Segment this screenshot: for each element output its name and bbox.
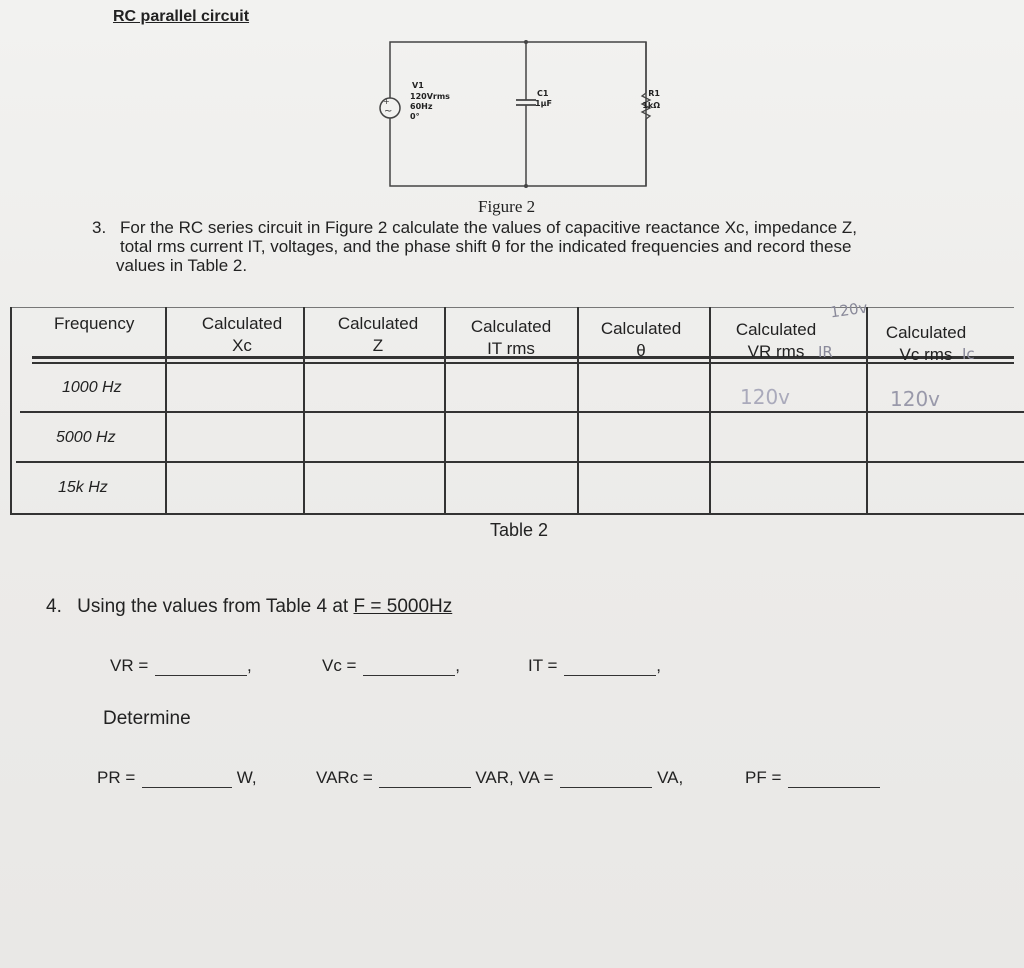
handwritten-vc-1000: 120v <box>890 387 941 411</box>
source-phase-label: 0° <box>410 112 420 121</box>
question-3-line1: For the RC series circuit in Figure 2 calculate the values of capacitive reactance Xc, impedance Z, <box>120 218 858 237</box>
header-theta: Calculated θ <box>600 319 682 360</box>
pf-label: PF = <box>745 768 782 787</box>
va-unit: VA, <box>657 768 684 787</box>
va-blank[interactable] <box>560 769 652 788</box>
vc-blank[interactable] <box>363 657 455 676</box>
handwritten-above-vc: 120v <box>828 298 869 322</box>
varc-blank[interactable] <box>379 769 471 788</box>
vr-label: VR = <box>110 656 149 675</box>
header-vc: Calculated Vc rms <box>885 323 967 364</box>
pf-blank[interactable] <box>788 769 880 788</box>
question-4-frequency: F = 5000Hz <box>353 596 453 617</box>
determine-label: Determine <box>103 708 191 729</box>
header-it: Calculated IT rms <box>470 317 552 358</box>
it-label: IT = <box>528 656 558 675</box>
question-3-line2: total rms current IT, voltages, and the phase shift θ for the indicated frequencies and record these <box>120 237 852 256</box>
header-vr: Calculated VR rms <box>735 320 817 361</box>
it-blank[interactable] <box>564 657 656 676</box>
svg-text:+: + <box>383 97 390 106</box>
circuit-wires <box>390 42 646 186</box>
table-2 <box>10 298 1024 520</box>
question-4-number: 4. <box>46 596 62 617</box>
varc-label: VARc = <box>316 768 373 787</box>
source-voltage-label: 120Vrms <box>410 92 450 101</box>
row-1000hz: 1000 Hz <box>62 379 122 396</box>
vc-label: Vc = <box>322 656 357 675</box>
svg-text:~: ~ <box>384 106 393 117</box>
header-frequency: Frequency <box>54 314 135 333</box>
handwritten-ir: IR <box>818 343 833 361</box>
header-z: Calculated Z <box>337 314 419 355</box>
capacitor-value-label: 1µF <box>535 99 552 108</box>
pr-blank[interactable] <box>142 769 232 788</box>
handwritten-ic: Ic <box>962 345 975 363</box>
vc-field[interactable]: Vc = , <box>322 656 460 675</box>
capacitor-name-label: C1 <box>537 89 549 98</box>
question-3-line3: values in Table 2. <box>116 256 248 275</box>
source-name-label: V1 <box>412 81 424 90</box>
question-3-number: 3. <box>92 218 107 237</box>
resistor-value-label: 1kΩ <box>642 101 660 110</box>
figure-caption: Figure 2 <box>478 197 536 216</box>
table-caption: Table 2 <box>490 520 549 540</box>
pr-unit: W, <box>236 768 257 787</box>
row-15khz: 15k Hz <box>58 479 108 496</box>
row-5000hz: 5000 Hz <box>56 429 116 446</box>
pr-label: PR = <box>97 768 136 787</box>
pf-field[interactable] <box>745 768 880 788</box>
handwritten-vr-1000: 120v <box>740 385 791 409</box>
page-heading: RC parallel circuit <box>113 8 250 25</box>
pr-field[interactable] <box>97 768 257 788</box>
resistor-name-label: R1 <box>648 89 660 98</box>
circuit-diagram <box>370 38 660 192</box>
source-freq-label: 60Hz <box>410 102 433 111</box>
va-label: VAR, VA = <box>475 768 554 787</box>
varc-field[interactable] <box>316 768 683 788</box>
vr-field[interactable]: VR = , <box>110 656 252 675</box>
vr-blank[interactable] <box>155 657 247 676</box>
header-xc: Calculated Xc <box>201 314 283 355</box>
it-field[interactable]: IT = , <box>528 656 661 675</box>
question-4-text: Using the values from Table 4 at <box>77 596 354 617</box>
question-4 <box>46 596 452 618</box>
